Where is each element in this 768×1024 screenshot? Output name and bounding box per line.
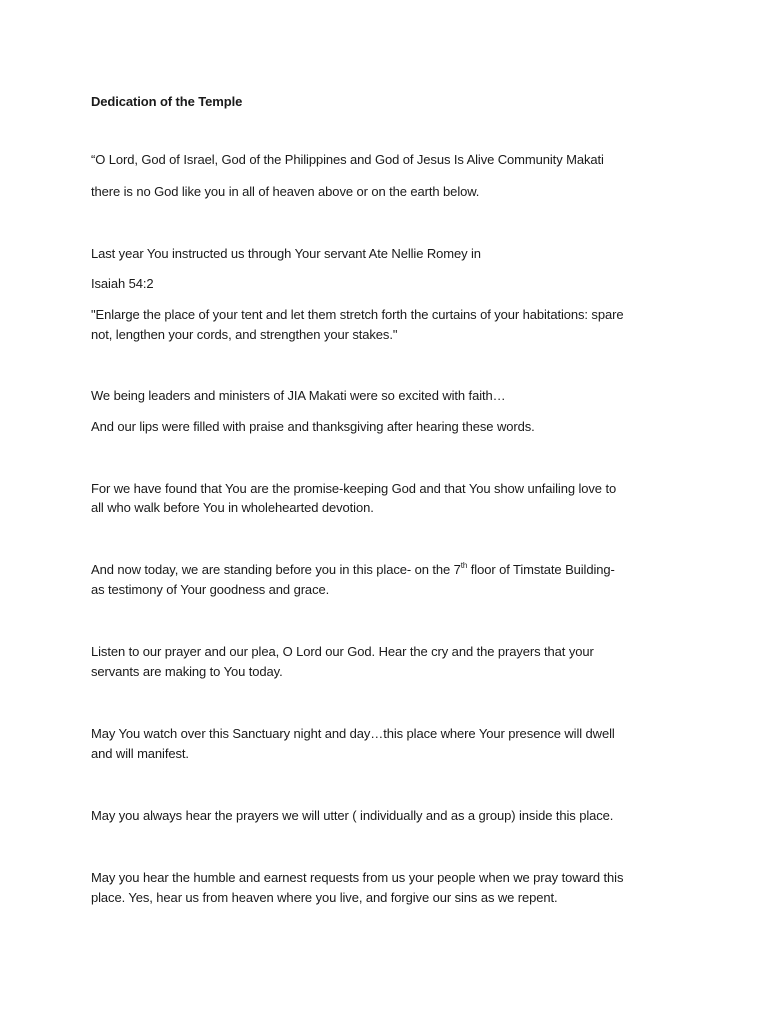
scripture-reference: Isaiah 54:2 [91,276,154,291]
paragraph-line: We being leaders and ministers of JIA Makati were so excited with faith… [91,388,506,403]
floor-line-text: And now today, we are standing before you in this place- on the 7 [91,562,461,577]
paragraph-line: as testimony of Your goodness and grace. [91,582,330,597]
paragraph-line: May you always hear the prayers we will utter ( individually and as a group) inside this place. [91,808,614,823]
paragraph-line [91,560,691,580]
paragraph-line: And our lips were filled with praise and thanksgiving after hearing these words. [91,419,535,434]
paragraph-line: “O Lord, God of Israel, God of the Philippines and God of Jesus Is Alive Community Makati [91,152,604,167]
ordinal-superscript: th [460,561,468,570]
paragraph-line: "Enlarge the place of your tent and let them stretch forth the curtains of your habitations: spare [91,307,624,322]
paragraph-line: For we have found that You are the promise-keeping God and that You show unfailing love to [91,481,617,496]
paragraph-line: servants are making to You today. [91,664,283,679]
paragraph-line: May You watch over this Sanctuary night and day…this place where Your presence will dwell [91,726,615,741]
paragraph-line: May you hear the humble and earnest requests from us your people when we pray toward this [91,870,624,885]
paragraph-line: there is no God like you in all of heaven above or on the earth below. [91,184,480,199]
paragraph-line: Listen to our prayer and our plea, O Lord our God. Hear the cry and the prayers that your [91,644,594,659]
paragraph-line: Last year You instructed us through Your servant Ate Nellie Romey in [91,246,481,261]
paragraph-line: all who walk before You in wholehearted devotion. [91,500,374,515]
document-title: Dedication of the Temple [91,94,243,109]
paragraph-line: and will manifest. [91,746,189,761]
floor-line-text-rest: floor of Timstate Building- [467,562,615,577]
paragraph-line: not, lengthen your cords, and strengthen your stakes." [91,327,398,342]
paragraph-line: place. Yes, hear us from heaven where you live, and forgive our sins as we repent. [91,890,558,905]
